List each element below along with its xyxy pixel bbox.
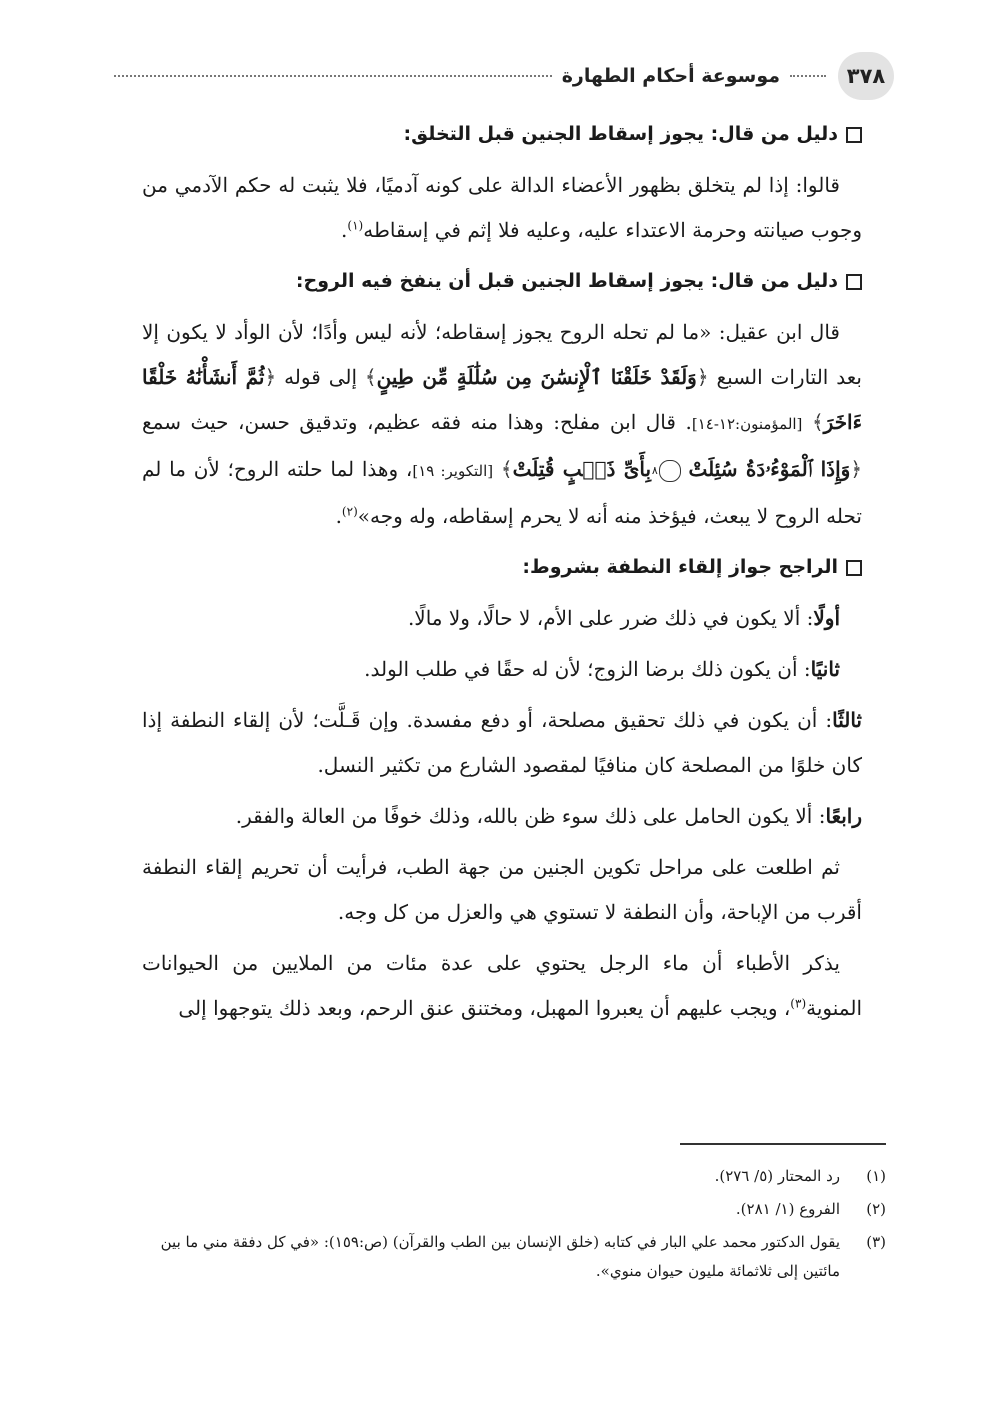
paragraph-text: يذكر الأطباء أن ماء الرجل يحتوي على عدة مئات من الملايين من الحيوانات المنوية [142, 951, 862, 1020]
quran-bracket-open: ﴿ [696, 365, 709, 389]
square-bullet-icon [846, 274, 862, 290]
body-text [142, 112, 862, 1037]
condition-label: ثالثًا [832, 708, 862, 732]
running-title: موسوعة أحكام الطهارة [561, 65, 780, 87]
section-heading-1 [142, 112, 862, 157]
condition-label: ثانيًا [810, 657, 840, 681]
quran-bracket-close: ﴾ [364, 365, 377, 389]
condition-text: : أن يكون ذلك برضا الزوج؛ لأن له حقًا في طلب الولد. [364, 657, 811, 681]
footnote-text: يقول الدكتور محمد علي البار في كتابه (خلق الإنسان بين الطب والقرآن) (ص:١٥٩): «في كل دفقة مني ما بين مائتين إلى ثلاثمائة مليون حيوان منوي». [160, 1233, 840, 1280]
paragraph-text: . قال ابن مفلح: وهذا منه فقه عظيم، وتدقيق حسن، حيث سمع [142, 410, 692, 434]
heading-text: الراجح جواز إلقاء النطفة بشروط: [522, 556, 838, 578]
condition-text: : ألا يكون في ذلك ضرر على الأم، لا حالًا، ولا مالًا. [407, 606, 814, 630]
footnote-ref-2[interactable]: (٢) [341, 504, 358, 519]
square-bullet-icon [846, 127, 862, 143]
condition-text: : أن يكون في ذلك تحقيق مصلحة، أو دفع مفسدة. وإن قَـلَّت؛ لأن إلقاء النطفة إذا كان خلوًا من المصلحة كان منافيًا لمقصود الشارع من تكثير النسل. [142, 708, 862, 777]
quran-verse-1: وَلَقَدْ خَلَقْنَا ٱلْإِنسَٰنَ مِن سُلَٰلَةٍ مِّن طِينٍ [376, 365, 697, 389]
footnote-divider [680, 1143, 886, 1145]
verse-number-icon: ٨ [659, 460, 681, 482]
quran-bracket-open: ﴿ [850, 457, 863, 481]
paragraph-3: ثم اطلعت على مراحل تكوين الجنين من جهة الطب، فرأيت أن تحريم إلقاء النطفة أقرب من الإباحة، وأن النطفة لا تستوي هي والعزل من كل وجه. [142, 855, 862, 924]
footnote-number: (٢) [866, 1200, 886, 1218]
paragraph-text: إلى قوله [284, 365, 358, 389]
condition-1 [142, 596, 862, 641]
section-heading-2 [142, 259, 862, 304]
footnote-3 [138, 1228, 886, 1286]
heading-text: دليل من قال: يجوز إسقاط الجنين قبل التخلق: [403, 123, 838, 145]
paragraph-4 [142, 941, 862, 1031]
condition-label: أولًا [813, 606, 840, 630]
quran-verse-2: ثُمَّ أَنشَأْنَٰهُ خَلْقًا ءَاخَرَ [142, 365, 863, 434]
condition-text: : ألا يكون الحامل على ذلك سوء ظن بالله، وذلك خوفًا من العالة والفقر. [235, 804, 826, 828]
page-header [114, 48, 894, 104]
leader-dots-short [790, 75, 826, 77]
paragraph-2 [142, 310, 862, 539]
condition-3 [142, 698, 862, 788]
condition-label: رابعًا [825, 804, 862, 828]
paragraph-text: قالوا: إذا لم يتخلق بظهور الأعضاء الدالة على كونه آدميًا، فلا يثبت له حكم الآدمي من وجوب صيانته وحرمة الاعتداء عليه، وعليه فلا إثم في إسقاطه [142, 173, 862, 242]
footnote-ref-3[interactable]: (٣) [790, 996, 807, 1011]
leader-dots-long [114, 75, 552, 77]
page-number: ٣٧٨ [838, 52, 894, 100]
punctuation: . [341, 218, 348, 242]
paragraph-text: قال ابن عقيل: «ما لم تحله الروح يجوز إسقاطه؛ لأنه ليس وأدًا؛ لأن الوأد لا يكون إلا بعد التارات السبع [142, 320, 862, 389]
quran-bracket-open: ﴿ [264, 365, 277, 389]
verse-reference-1: [المؤمنون:١٢-١٤] [691, 415, 803, 433]
paragraph-1 [142, 163, 862, 253]
footnote-number: (١) [866, 1167, 886, 1185]
condition-4 [142, 794, 862, 839]
punctuation: . [335, 504, 342, 528]
paragraph-text: ، ويجب عليهم أن يعبروا المهبل، ومختنق عنق الرحم، وبعد ذلك يتوجهوا إلى [178, 996, 791, 1020]
heading-text: دليل من قال: يجوز إسقاط الجنين قبل أن ينفخ فيه الروح: [295, 270, 838, 292]
quran-verse-3a: وَإِذَا ٱلْمَوْءُۥدَةُ سُئِلَتْ [688, 457, 851, 481]
footnote-text: رد المحتار (٥/ ٢٧٦). [714, 1167, 840, 1185]
verse-reference-2: [التكوير: ١٩] [412, 462, 494, 480]
quran-bracket-close: ﴾ [500, 457, 513, 481]
quran-bracket-close: ﴾ [811, 410, 824, 434]
footnote-ref-1[interactable]: (١) [347, 218, 364, 233]
quran-verse-3b: بِأَىِّ ذَنۢبٍ قُتِلَتْ [512, 457, 652, 481]
footnotes [138, 1162, 886, 1290]
footnote-2 [138, 1195, 886, 1224]
section-heading-3 [142, 545, 862, 590]
condition-2 [142, 647, 862, 692]
footnote-number: (٣) [866, 1233, 886, 1251]
square-bullet-icon [846, 560, 862, 576]
paragraph-text: ، وهذا لما حلته الروح؛ لأن ما لم تحله الروح لا يبعث، فيؤخذ منه أنه لا يحرم إسقاطه، وله وجه» [142, 457, 862, 528]
footnote-1 [138, 1162, 886, 1191]
footnote-text: الفروع (١/ ٢٨١). [735, 1200, 840, 1218]
